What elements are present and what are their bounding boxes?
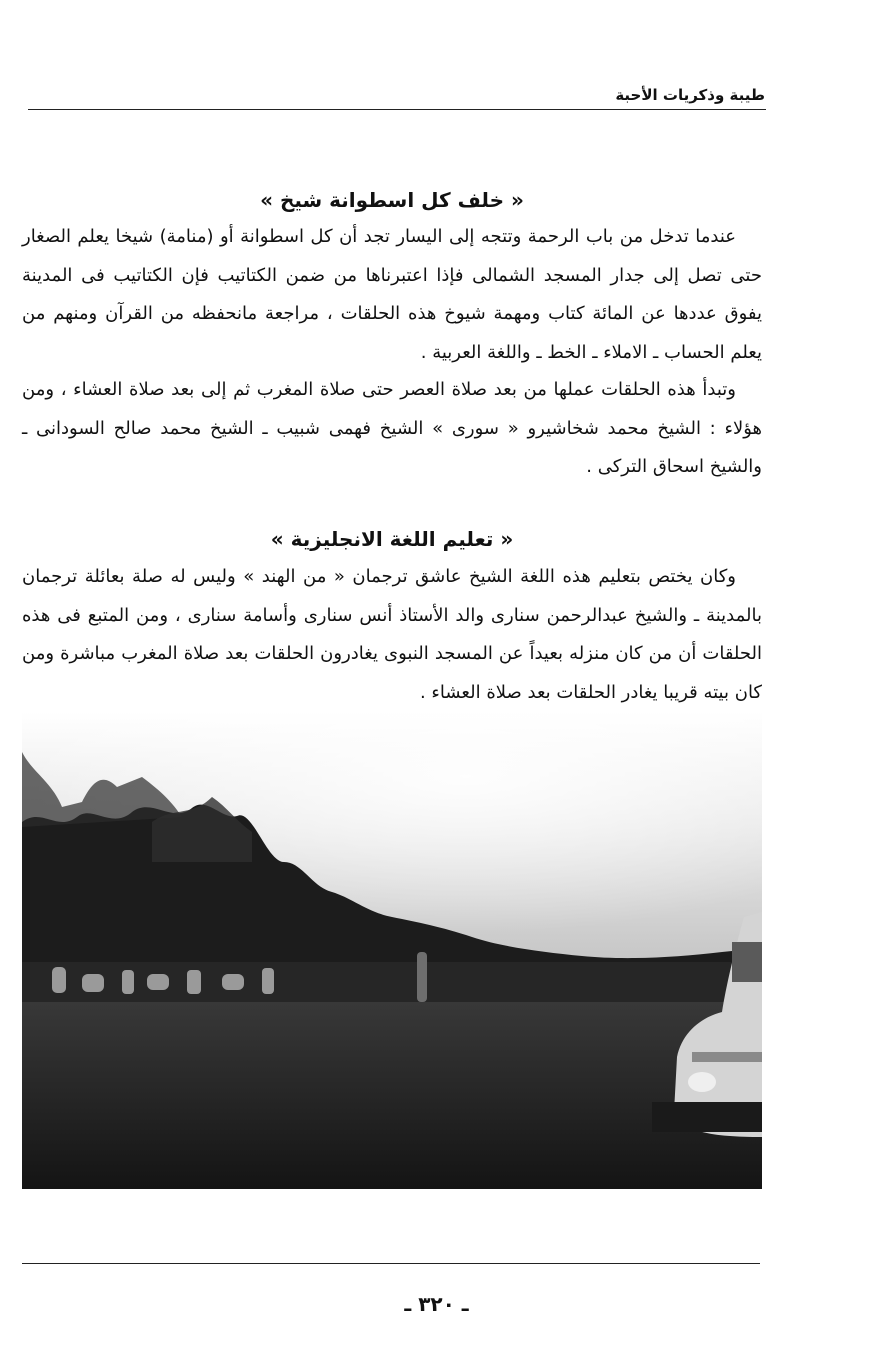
running-header: طيبة وذكريات الأحبة: [615, 86, 765, 104]
paragraph-1: عندما تدخل من باب الرحمة وتتجه إلى اليسار تجد أن كل اسطوانة أو (منامة) شيخا يعلم الصغار حتى تصل إلى جدار المسجد الشمالى فإذا اعتبرناها من ضمن الكتاتيب فإن الكتاتيب فى المدينة يفوق عددها عن المائة كتاب ومهمة شيوخ هذه الحلقات ، مراجعة مانحفظه من القرآن ومنهم من يعلم الحساب ـ الاملاء ـ الخط ـ واللغة العربية .: [22, 226, 762, 363]
section-heading-2: « تعليم اللغة الانجليزية »: [270, 527, 514, 551]
page-number: ـ ٣٢٠ ـ: [404, 1292, 469, 1316]
photo-ground: [22, 992, 762, 1189]
paragraph-3: وكان يختص بتعليم هذه اللغة الشيخ عاشق ترجمان « من الهند » وليس له صلة بعائلة ترجمان بالمدينة ـ والشيخ عبدالرحمن سنارى والد الأستاذ أنس سنارى وأسامة سنارى ، ومن المتبع فى هذه الحلقات أن من كان منزله بعيداً عن المسجد النبوى يغادرون الحلقات بعد صلاة المغرب مباشرة ومن كان بيته قريبا يغادر الحلقات بعد صلاة العشاء .: [22, 566, 762, 703]
footer-rule: [22, 1263, 760, 1264]
section-heading-1: « خلف كل اسطوانة شيخ »: [260, 188, 524, 212]
street-photo: [22, 712, 762, 1189]
paragraph-2: وتبدأ هذه الحلقات عملها من بعد صلاة العصر حتى صلاة المغرب ثم إلى بعد صلاة العشاء ، ومن هؤلاء : الشيخ محمد شخاشيرو « سورى » الشيخ فهمى شبيب ـ الشيخ محمد صالح السودانى ـ والشيخ اسحاق التركى .: [22, 379, 762, 477]
header-rule: [28, 109, 766, 110]
